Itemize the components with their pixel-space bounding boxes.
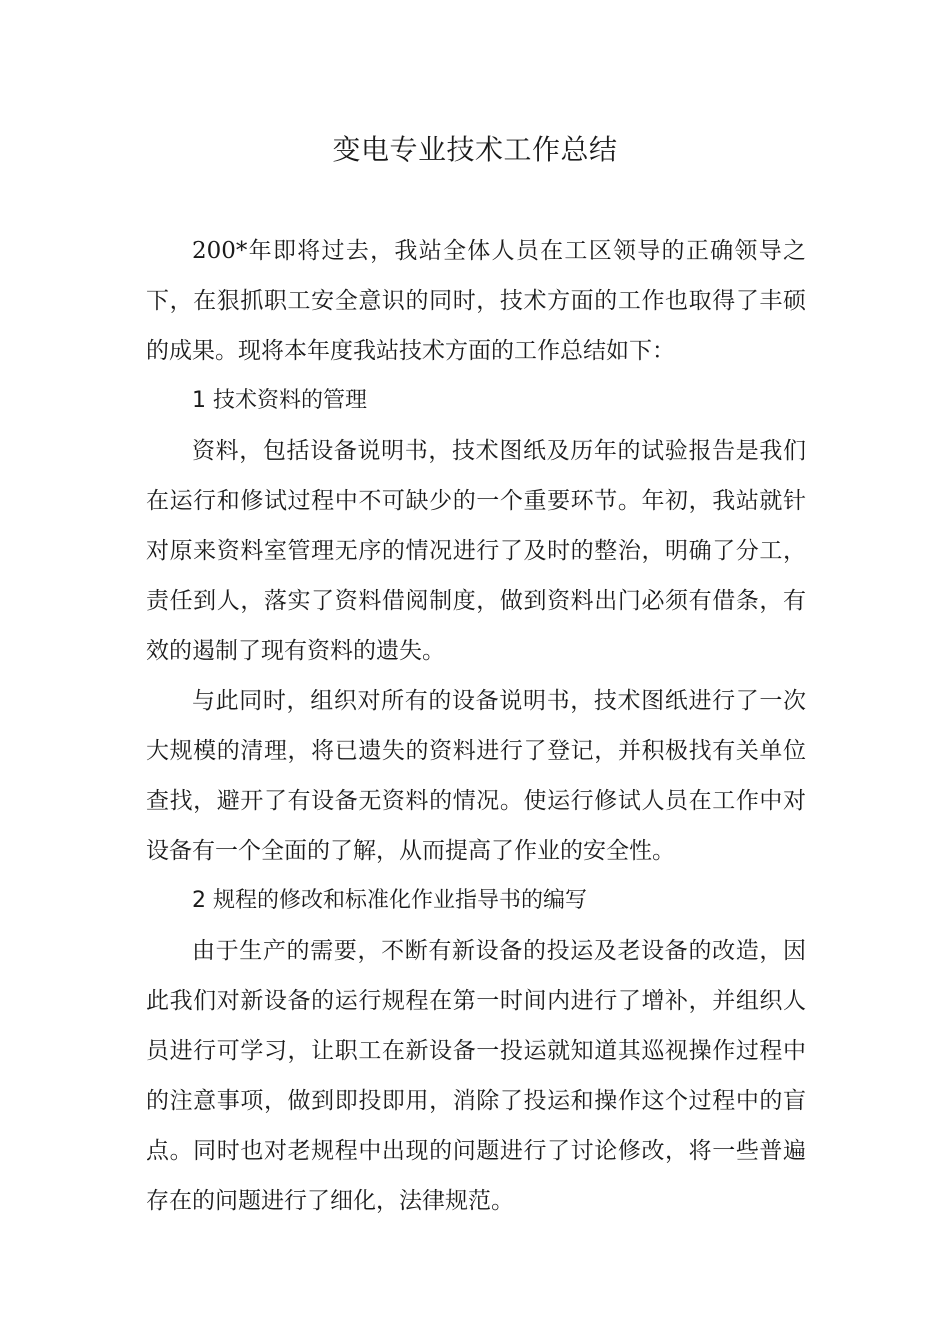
intro-paragraph: 200*年即将过去，我站全体人员在工区领导的正确领导之下，在狠抓职工安全意识的同时，技术方面的工作也取得了丰硕的成果。现将本年度我站技术方面的工作总结如下： — [146, 238, 806, 364]
document-body — [146, 226, 806, 1226]
body-paragraph: 与此同时，组织对所有的设备说明书，技术图纸进行了一次大规模的清理，将已遗失的资料进行了登记，并积极找有关单位查找，避开了有设备无资料的情况。使运行修试人员在工作中对设备有一个全面的了解，从而提高了作业的安全性。 — [146, 688, 806, 864]
body-paragraph: 资料，包括设备说明书，技术图纸及历年的试验报告是我们在运行和修试过程中不可缺少的一个重要环节。年初，我站就针对原来资料室管理无序的情况进行了及时的整治，明确了分工，责任到人，落实了资料借阅制度，做到资料出门必须有借条，有效的遏制了现有资料的遗失。 — [146, 438, 806, 664]
document-title: 变电专业技术工作总结 — [332, 133, 618, 166]
section-heading-2: 2 规程的修改和标准化作业指导书的编写 — [192, 888, 587, 913]
body-paragraph: 由于生产的需要，不断有新设备的投运及老设备的改造，因此我们对新设备的运行规程在第一时间内进行了增补，并组织人员进行可学习，让职工在新设备一投运就知道其巡视操作过程中的注意事项，做到即投即用，消除了投运和操作这个过程中的盲点。同时也对老规程中出现的问题进行了讨论修改，将一些普遍存在的问题进行了细化，法律规范。 — [146, 938, 806, 1214]
section-heading-1: 1 技术资料的管理 — [192, 388, 367, 413]
